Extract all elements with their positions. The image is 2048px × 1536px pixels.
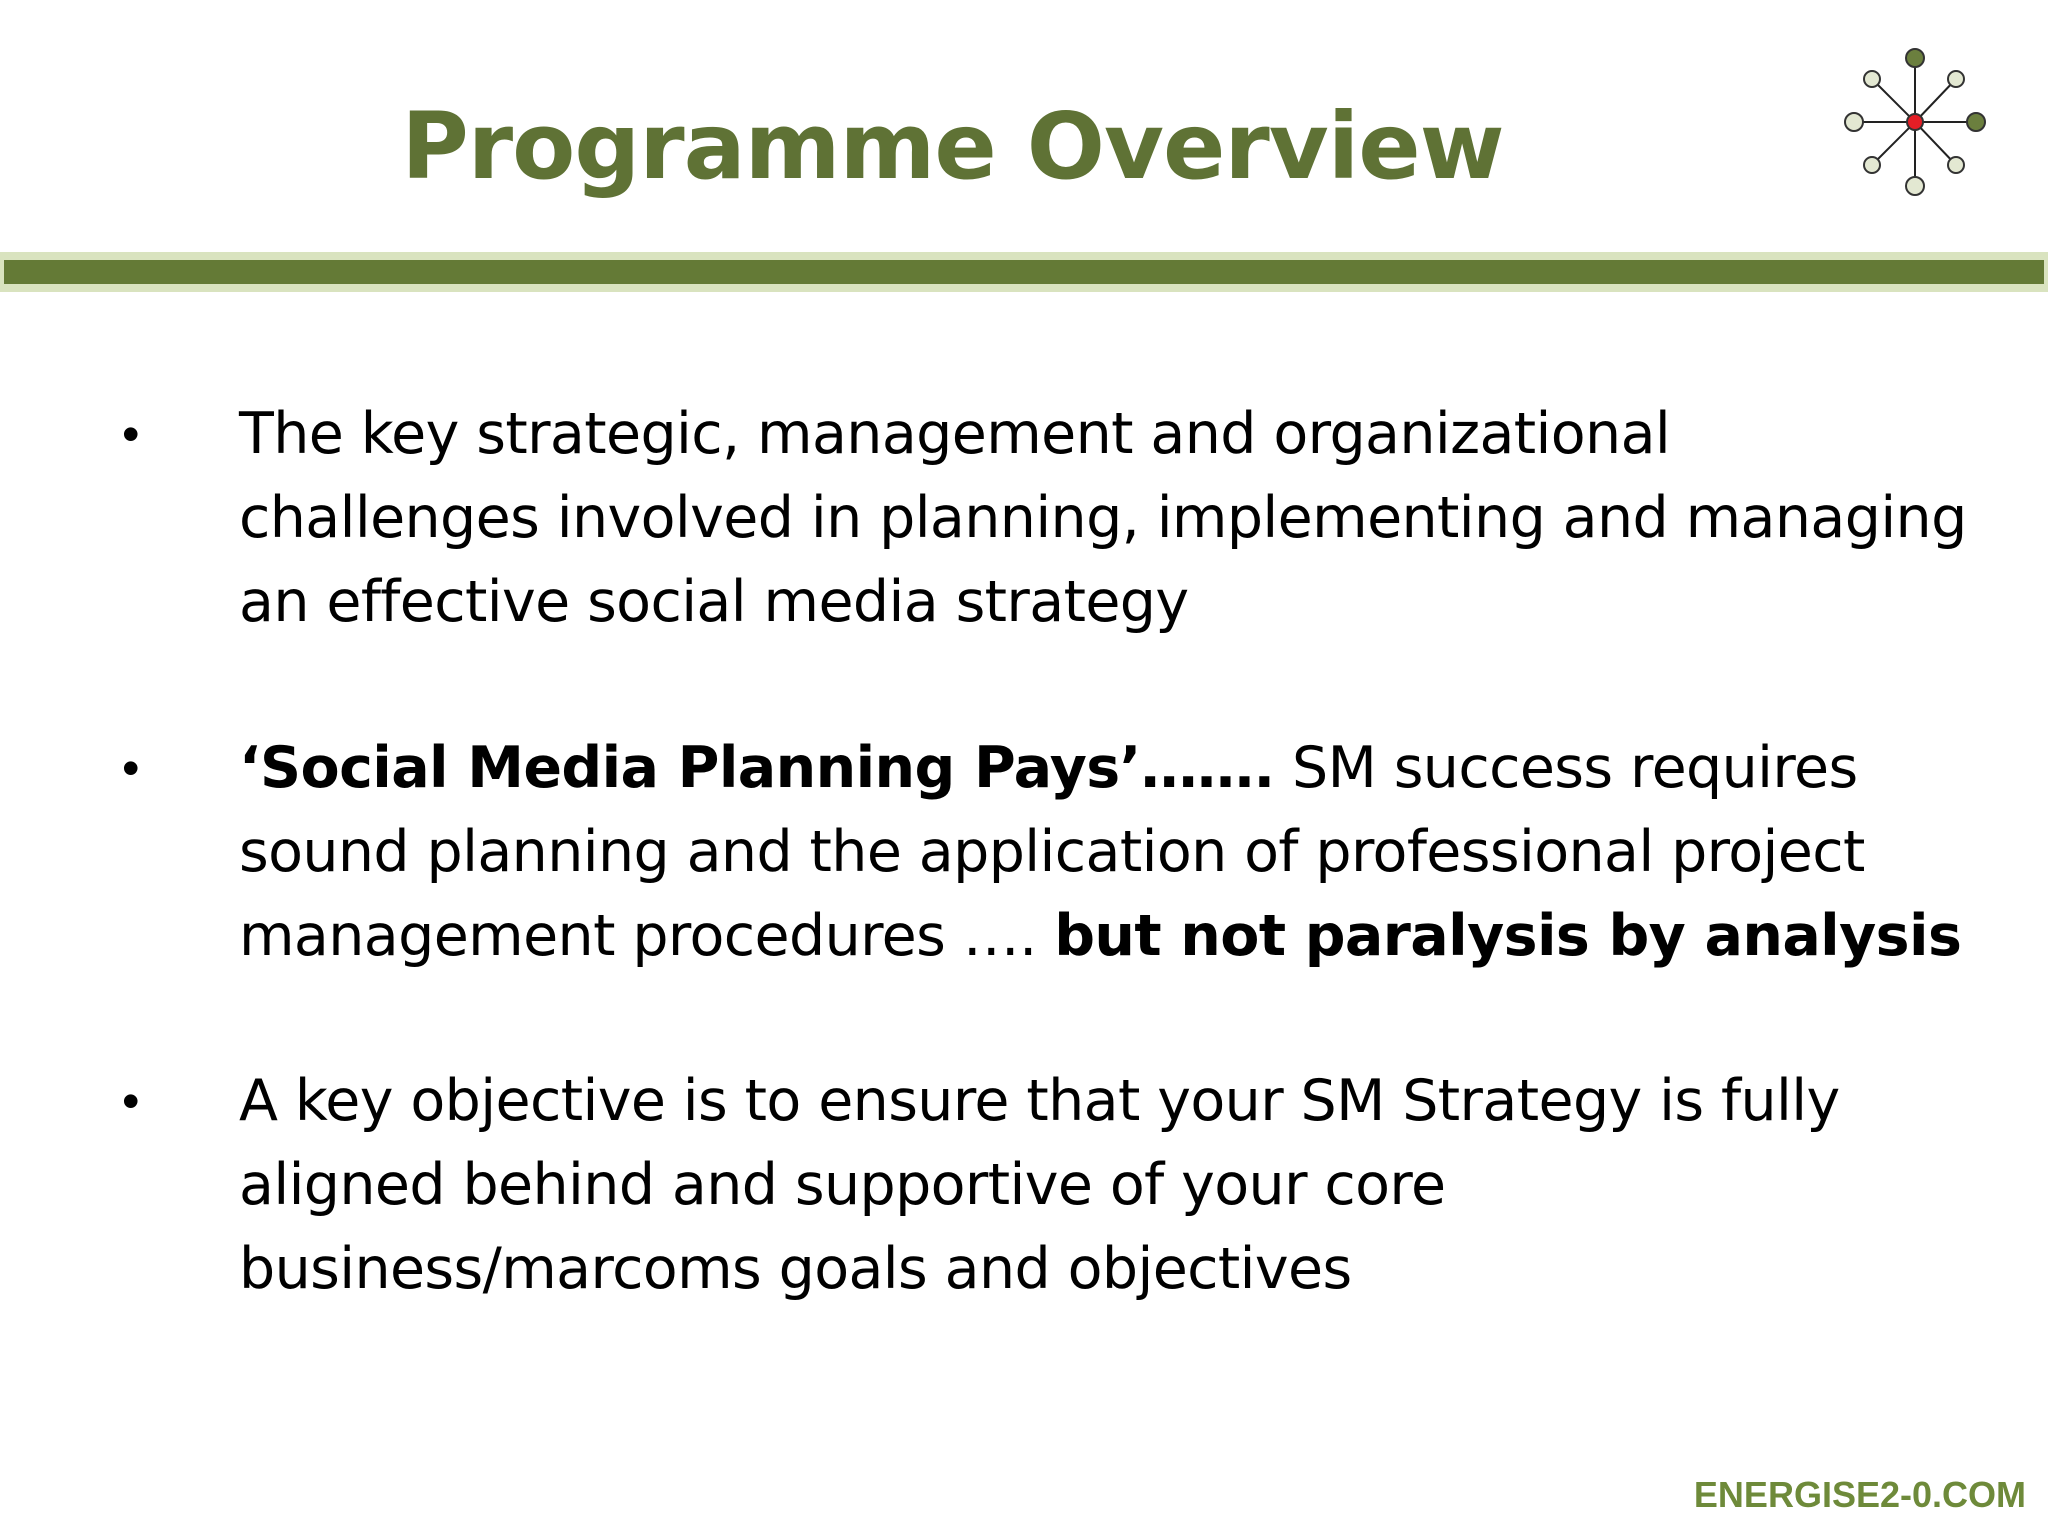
bullet-marker: • xyxy=(122,1073,140,1129)
bullet-line: business/marcoms goals and objectives xyxy=(239,1236,1352,1302)
bullet-text xyxy=(239,1059,1959,1311)
bullet-text-segment: SM success requires xyxy=(1274,735,1858,801)
bullet-text-segment: management procedures …. xyxy=(239,903,1055,969)
bullet-emphasis: ‘Social Media Planning Pays’……. xyxy=(239,735,1275,801)
slide-title: Programme Overview xyxy=(401,93,1504,200)
bullet-line xyxy=(239,726,1959,810)
bullet-line: A key objective is to ensure that your SM Strategy is fully xyxy=(239,1068,1840,1134)
bullet-line: an effective social media strategy xyxy=(239,569,1189,635)
bullet-marker: • xyxy=(122,406,140,462)
bullet-line xyxy=(239,894,1962,978)
bullet-emphasis: but not paralysis by analysis xyxy=(1054,903,1962,969)
bullet-text xyxy=(239,726,1962,978)
bullet-line: challenges involved in planning, implementing and managing xyxy=(239,485,1967,551)
bullet-line: aligned behind and supportive of your core xyxy=(239,1152,1446,1218)
bullet-line: sound planning and the application of professional project xyxy=(239,819,1865,885)
bullet-text xyxy=(239,392,1967,644)
bullet-line: The key strategic, management and organizational xyxy=(239,401,1671,467)
footer-brand: ENERGISE2-0.COM xyxy=(1693,1474,2026,1515)
bullet-marker: • xyxy=(122,740,140,796)
